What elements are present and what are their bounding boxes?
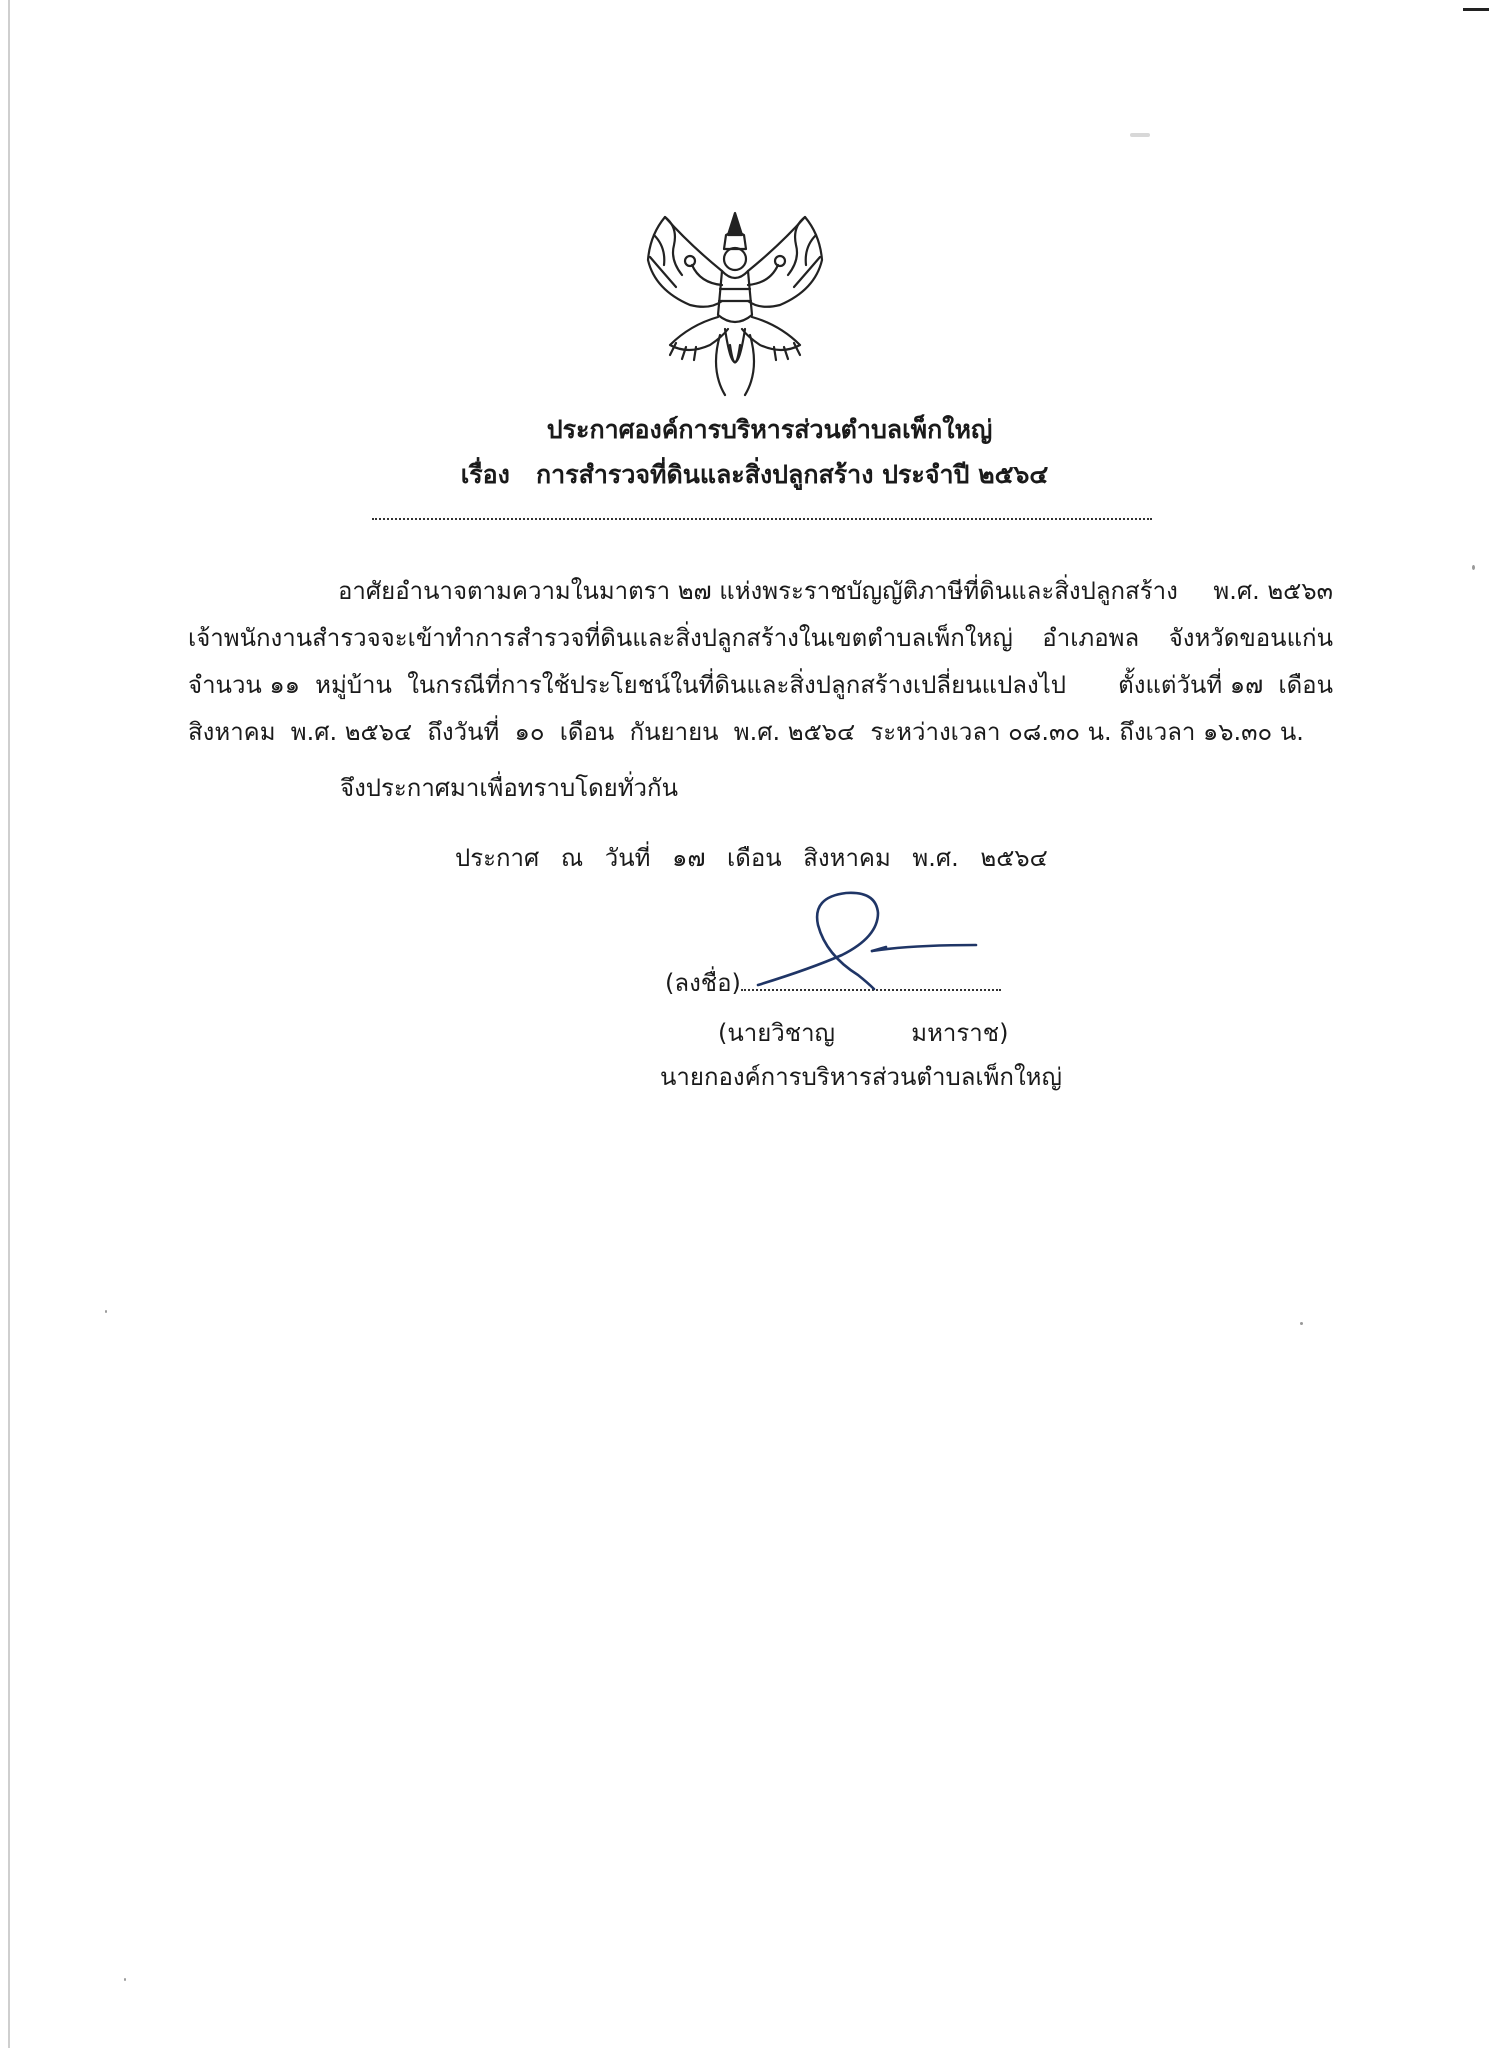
body-text-segment: อาศัยอำนาจตามความในมาตรา ๒๗ แห่งพระราชบัญญัติภาษีที่ดินและสิ่งปลูกสร้าง (338, 577, 1178, 605)
signer-position: นายกองค์การบริหารส่วนตำบลเพ็กใหญ่ (660, 1063, 1062, 1091)
body-text-segment: จำนวน ๑๑ หมู่บ้าน ในกรณีที่การใช้ประโยชน์ในที่ดินและสิ่งปลูกสร้างเปลี่ยนแปลงไป (188, 671, 1067, 699)
scan-speck (1300, 1322, 1303, 1325)
body-text-segment: เจ้าพนักงานสำรวจจะเข้าทำการสำรวจที่ดินและสิ่งปลูกสร้างในเขตตำบลเพ็กใหญ่ (188, 624, 1013, 652)
body-line (188, 662, 1333, 709)
subject-text: การสำรวจที่ดินและสิ่งปลูกสร้าง ประจำปี ๒๕๖๔ (536, 460, 1049, 489)
scan-speck (1472, 565, 1475, 570)
body-text-segment: ตั้งแต่วันที่ ๑๗ เดือน (1118, 671, 1333, 699)
announcement-title: ประกาศองค์การบริหารส่วนตำบลเพ็กใหญ่ (546, 415, 993, 444)
body-line (188, 709, 1333, 756)
body-line (188, 568, 1333, 615)
announcement-body (188, 568, 1333, 756)
announcement-date: ประกาศ ณ วันที่ ๑๗ เดือน สิงหาคม พ.ศ. ๒๕๖๔ (455, 844, 1048, 872)
closing-statement: จึงประกาศมาเพื่อทราบโดยทั่วกัน (340, 774, 678, 802)
scan-speck (124, 1978, 126, 1981)
page-edge (8, 0, 10, 2048)
page-edge-mark (1463, 8, 1489, 11)
subject-label: เรื่อง (460, 460, 510, 489)
body-line (188, 615, 1333, 662)
garuda-emblem-icon (630, 205, 840, 405)
signer-name: (นายวิชาญ มหาราช) (718, 1019, 1009, 1047)
body-text-segment: พ.ศ. ๒๕๖๓ (1213, 577, 1333, 605)
sign-label: (ลงชื่อ) (665, 969, 741, 997)
body-text-segment: จังหวัดขอนแก่น (1168, 624, 1333, 652)
scan-speck (105, 1310, 107, 1313)
handwritten-signature (750, 885, 990, 1000)
dotted-divider (372, 518, 1152, 520)
announcement-subject (0, 455, 1489, 495)
scan-speck (1130, 133, 1150, 137)
body-text-segment: อำเภอพล (1042, 624, 1140, 652)
body-text-segment: สิงหาคม พ.ศ. ๒๕๖๔ ถึงวันที่ ๑๐ เดือน กันยายน พ.ศ. ๒๕๖๔ ระหว่างเวลา ๐๘.๓๐ น. ถึงเวลา ๑๖.๓๐ น. (188, 718, 1304, 746)
